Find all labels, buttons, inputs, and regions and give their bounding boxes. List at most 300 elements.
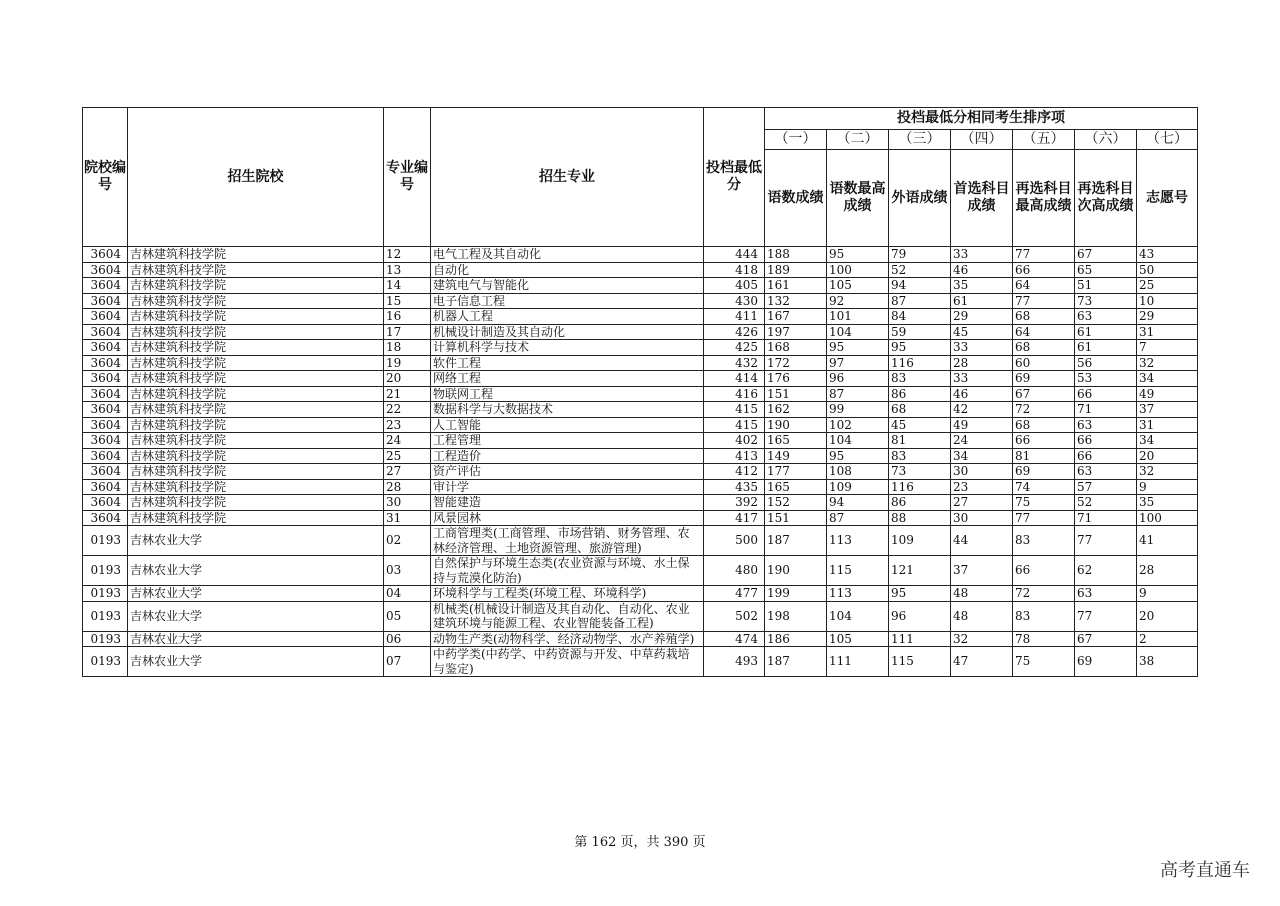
header-sort-num: （二） xyxy=(827,130,889,150)
cell-reselect-max: 77 xyxy=(1013,293,1075,309)
cell-min-score: 418 xyxy=(704,262,765,278)
cell-foreign-lang: 52 xyxy=(889,262,951,278)
admission-table xyxy=(82,107,1198,677)
cell-choice-no: 37 xyxy=(1137,402,1198,418)
header-school-name: 招生院校 xyxy=(128,108,384,247)
table-row xyxy=(83,631,1198,647)
cell-chinese-math: 197 xyxy=(765,324,827,340)
cell-major-code: 13 xyxy=(384,262,431,278)
table-row xyxy=(83,262,1198,278)
cell-reselect-max: 66 xyxy=(1013,556,1075,586)
cell-major-code: 06 xyxy=(384,631,431,647)
cell-first-subject: 32 xyxy=(951,631,1013,647)
cell-first-subject: 27 xyxy=(951,495,1013,511)
cell-major-name: 物联网工程 xyxy=(431,386,704,402)
cell-school-code: 3604 xyxy=(83,464,128,480)
header-school-code: 院校编号 xyxy=(83,108,128,247)
cell-choice-no: 9 xyxy=(1137,479,1198,495)
cell-school-name: 吉林农业大学 xyxy=(128,526,384,556)
cell-major-name: 智能建造 xyxy=(431,495,704,511)
cell-chinese-math: 186 xyxy=(765,631,827,647)
table-row xyxy=(83,247,1198,263)
cell-foreign-lang: 115 xyxy=(889,647,951,677)
table-row xyxy=(83,495,1198,511)
cell-chinese-math-max: 95 xyxy=(827,247,889,263)
header-major-name: 招生专业 xyxy=(431,108,704,247)
cell-school-code: 3604 xyxy=(83,479,128,495)
cell-min-score: 425 xyxy=(704,340,765,356)
cell-major-code: 14 xyxy=(384,278,431,294)
cell-school-name: 吉林建筑科技学院 xyxy=(128,309,384,325)
header-min-score: 投档最低分 xyxy=(704,108,765,247)
cell-reselect-max: 68 xyxy=(1013,309,1075,325)
cell-choice-no: 7 xyxy=(1137,340,1198,356)
cell-major-code: 04 xyxy=(384,586,431,602)
cell-major-name: 自动化 xyxy=(431,262,704,278)
cell-school-name: 吉林建筑科技学院 xyxy=(128,495,384,511)
cell-foreign-lang: 83 xyxy=(889,448,951,464)
cell-chinese-math-max: 104 xyxy=(827,601,889,631)
table-row xyxy=(83,293,1198,309)
cell-major-name: 建筑电气与智能化 xyxy=(431,278,704,294)
cell-school-name: 吉林农业大学 xyxy=(128,556,384,586)
cell-school-code: 3604 xyxy=(83,371,128,387)
cell-min-score: 435 xyxy=(704,479,765,495)
cell-foreign-lang: 88 xyxy=(889,510,951,526)
cell-school-code: 0193 xyxy=(83,647,128,677)
cell-min-score: 411 xyxy=(704,309,765,325)
cell-reselect-max: 72 xyxy=(1013,586,1075,602)
cell-major-name: 自然保护与环境生态类(农业资源与环境、水土保持与荒漠化防治) xyxy=(431,556,704,586)
cell-chinese-math-max: 94 xyxy=(827,495,889,511)
cell-choice-no: 34 xyxy=(1137,433,1198,449)
cell-first-subject: 47 xyxy=(951,647,1013,677)
header-sort-col: 再选科目最高成绩 xyxy=(1013,150,1075,247)
cell-chinese-math: 199 xyxy=(765,586,827,602)
cell-choice-no: 25 xyxy=(1137,278,1198,294)
header-sort-num: （三） xyxy=(889,130,951,150)
cell-major-code: 22 xyxy=(384,402,431,418)
cell-choice-no: 35 xyxy=(1137,495,1198,511)
cell-first-subject: 42 xyxy=(951,402,1013,418)
cell-first-subject: 29 xyxy=(951,309,1013,325)
cell-reselect-max: 74 xyxy=(1013,479,1075,495)
cell-choice-no: 43 xyxy=(1137,247,1198,263)
cell-min-score: 444 xyxy=(704,247,765,263)
cell-first-subject: 33 xyxy=(951,247,1013,263)
cell-major-name: 中药学类(中药学、中药资源与开发、中草药栽培与鉴定) xyxy=(431,647,704,677)
cell-min-score: 500 xyxy=(704,526,765,556)
cell-first-subject: 44 xyxy=(951,526,1013,556)
cell-reselect-second: 73 xyxy=(1075,293,1137,309)
cell-chinese-math: 187 xyxy=(765,647,827,677)
cell-foreign-lang: 121 xyxy=(889,556,951,586)
cell-foreign-lang: 83 xyxy=(889,371,951,387)
cell-min-score: 415 xyxy=(704,417,765,433)
cell-school-name: 吉林建筑科技学院 xyxy=(128,510,384,526)
cell-school-code: 3604 xyxy=(83,433,128,449)
cell-first-subject: 37 xyxy=(951,556,1013,586)
cell-school-name: 吉林农业大学 xyxy=(128,586,384,602)
cell-reselect-second: 53 xyxy=(1075,371,1137,387)
table-row xyxy=(83,586,1198,602)
header-sort-col: 语数最高成绩 xyxy=(827,150,889,247)
cell-reselect-second: 52 xyxy=(1075,495,1137,511)
table-row xyxy=(83,371,1198,387)
cell-major-code: 23 xyxy=(384,417,431,433)
cell-reselect-second: 61 xyxy=(1075,340,1137,356)
cell-reselect-second: 66 xyxy=(1075,448,1137,464)
cell-chinese-math-max: 95 xyxy=(827,448,889,464)
cell-choice-no: 38 xyxy=(1137,647,1198,677)
cell-school-name: 吉林建筑科技学院 xyxy=(128,433,384,449)
table-row xyxy=(83,556,1198,586)
cell-reselect-second: 66 xyxy=(1075,386,1137,402)
cell-reselect-second: 63 xyxy=(1075,464,1137,480)
cell-school-code: 0193 xyxy=(83,556,128,586)
cell-reselect-max: 64 xyxy=(1013,324,1075,340)
cell-chinese-math: 162 xyxy=(765,402,827,418)
cell-major-code: 27 xyxy=(384,464,431,480)
cell-chinese-math: 190 xyxy=(765,417,827,433)
cell-chinese-math: 198 xyxy=(765,601,827,631)
cell-choice-no: 34 xyxy=(1137,371,1198,387)
cell-major-code: 15 xyxy=(384,293,431,309)
table-row xyxy=(83,309,1198,325)
cell-school-code: 0193 xyxy=(83,586,128,602)
cell-reselect-max: 69 xyxy=(1013,371,1075,387)
cell-reselect-second: 57 xyxy=(1075,479,1137,495)
cell-major-name: 动物生产类(动物科学、经济动物学、水产养殖学) xyxy=(431,631,704,647)
cell-reselect-second: 67 xyxy=(1075,631,1137,647)
cell-reselect-second: 71 xyxy=(1075,402,1137,418)
cell-school-name: 吉林建筑科技学院 xyxy=(128,340,384,356)
cell-first-subject: 48 xyxy=(951,601,1013,631)
cell-first-subject: 33 xyxy=(951,340,1013,356)
cell-foreign-lang: 95 xyxy=(889,586,951,602)
cell-choice-no: 20 xyxy=(1137,448,1198,464)
cell-min-score: 502 xyxy=(704,601,765,631)
cell-first-subject: 33 xyxy=(951,371,1013,387)
cell-chinese-math-max: 109 xyxy=(827,479,889,495)
cell-reselect-max: 68 xyxy=(1013,340,1075,356)
cell-first-subject: 30 xyxy=(951,510,1013,526)
cell-reselect-second: 69 xyxy=(1075,647,1137,677)
cell-chinese-math-max: 95 xyxy=(827,340,889,356)
cell-reselect-max: 69 xyxy=(1013,464,1075,480)
cell-chinese-math: 161 xyxy=(765,278,827,294)
cell-chinese-math: 132 xyxy=(765,293,827,309)
cell-foreign-lang: 45 xyxy=(889,417,951,433)
cell-choice-no: 41 xyxy=(1137,526,1198,556)
cell-school-name: 吉林建筑科技学院 xyxy=(128,417,384,433)
cell-school-name: 吉林建筑科技学院 xyxy=(128,402,384,418)
cell-major-name: 资产评估 xyxy=(431,464,704,480)
cell-chinese-math-max: 87 xyxy=(827,510,889,526)
cell-school-code: 3604 xyxy=(83,510,128,526)
cell-major-name: 数据科学与大数据技术 xyxy=(431,402,704,418)
cell-reselect-max: 83 xyxy=(1013,526,1075,556)
cell-reselect-second: 67 xyxy=(1075,247,1137,263)
cell-foreign-lang: 95 xyxy=(889,340,951,356)
cell-school-name: 吉林建筑科技学院 xyxy=(128,278,384,294)
table-row xyxy=(83,340,1198,356)
cell-major-code: 31 xyxy=(384,510,431,526)
cell-first-subject: 61 xyxy=(951,293,1013,309)
cell-major-name: 机器人工程 xyxy=(431,309,704,325)
cell-foreign-lang: 84 xyxy=(889,309,951,325)
cell-major-name: 环境科学与工程类(环境工程、环境科学) xyxy=(431,586,704,602)
cell-choice-no: 28 xyxy=(1137,556,1198,586)
cell-chinese-math-max: 105 xyxy=(827,631,889,647)
cell-chinese-math: 188 xyxy=(765,247,827,263)
cell-choice-no: 2 xyxy=(1137,631,1198,647)
cell-major-name: 审计学 xyxy=(431,479,704,495)
cell-reselect-max: 60 xyxy=(1013,355,1075,371)
cell-major-name: 软件工程 xyxy=(431,355,704,371)
cell-reselect-second: 71 xyxy=(1075,510,1137,526)
cell-school-code: 3604 xyxy=(83,340,128,356)
cell-chinese-math: 177 xyxy=(765,464,827,480)
cell-major-name: 人工智能 xyxy=(431,417,704,433)
cell-reselect-max: 67 xyxy=(1013,386,1075,402)
header-sort-col: 外语成绩 xyxy=(889,150,951,247)
cell-school-code: 3604 xyxy=(83,324,128,340)
cell-major-code: 16 xyxy=(384,309,431,325)
cell-reselect-max: 78 xyxy=(1013,631,1075,647)
cell-foreign-lang: 109 xyxy=(889,526,951,556)
cell-first-subject: 23 xyxy=(951,479,1013,495)
cell-school-code: 3604 xyxy=(83,495,128,511)
cell-first-subject: 45 xyxy=(951,324,1013,340)
cell-chinese-math: 165 xyxy=(765,433,827,449)
cell-school-code: 3604 xyxy=(83,386,128,402)
cell-major-name: 计算机科学与技术 xyxy=(431,340,704,356)
header-sort-num: （四） xyxy=(951,130,1013,150)
cell-foreign-lang: 68 xyxy=(889,402,951,418)
cell-school-name: 吉林农业大学 xyxy=(128,647,384,677)
header-major-code: 专业编号 xyxy=(384,108,431,247)
cell-choice-no: 32 xyxy=(1137,355,1198,371)
cell-foreign-lang: 111 xyxy=(889,631,951,647)
cell-first-subject: 49 xyxy=(951,417,1013,433)
table-row xyxy=(83,324,1198,340)
header-sort-num: （七） xyxy=(1137,130,1198,150)
cell-chinese-math-max: 102 xyxy=(827,417,889,433)
cell-major-name: 电气工程及其自动化 xyxy=(431,247,704,263)
cell-min-score: 477 xyxy=(704,586,765,602)
cell-reselect-max: 64 xyxy=(1013,278,1075,294)
cell-chinese-math-max: 101 xyxy=(827,309,889,325)
cell-min-score: 426 xyxy=(704,324,765,340)
cell-major-code: 18 xyxy=(384,340,431,356)
cell-major-code: 17 xyxy=(384,324,431,340)
cell-chinese-math: 176 xyxy=(765,371,827,387)
cell-major-code: 24 xyxy=(384,433,431,449)
cell-major-name: 电子信息工程 xyxy=(431,293,704,309)
table-row xyxy=(83,417,1198,433)
cell-reselect-max: 75 xyxy=(1013,495,1075,511)
cell-foreign-lang: 81 xyxy=(889,433,951,449)
cell-school-code: 3604 xyxy=(83,417,128,433)
cell-major-code: 28 xyxy=(384,479,431,495)
cell-choice-no: 31 xyxy=(1137,324,1198,340)
cell-first-subject: 24 xyxy=(951,433,1013,449)
cell-major-name: 机械类(机械设计制造及其自动化、自动化、农业建筑环境与能源工程、农业智能装备工程) xyxy=(431,601,704,631)
cell-chinese-math: 151 xyxy=(765,386,827,402)
cell-choice-no: 10 xyxy=(1137,293,1198,309)
cell-school-name: 吉林建筑科技学院 xyxy=(128,371,384,387)
cell-first-subject: 35 xyxy=(951,278,1013,294)
cell-school-code: 3604 xyxy=(83,293,128,309)
cell-chinese-math-max: 96 xyxy=(827,371,889,387)
table-row xyxy=(83,402,1198,418)
header-sort-col: 语数成绩 xyxy=(765,150,827,247)
cell-choice-no: 29 xyxy=(1137,309,1198,325)
cell-reselect-second: 63 xyxy=(1075,586,1137,602)
cell-first-subject: 34 xyxy=(951,448,1013,464)
cell-foreign-lang: 79 xyxy=(889,247,951,263)
cell-school-code: 3604 xyxy=(83,247,128,263)
cell-school-name: 吉林建筑科技学院 xyxy=(128,293,384,309)
cell-school-code: 3604 xyxy=(83,278,128,294)
cell-choice-no: 49 xyxy=(1137,386,1198,402)
cell-min-score: 430 xyxy=(704,293,765,309)
cell-school-code: 0193 xyxy=(83,631,128,647)
cell-school-code: 3604 xyxy=(83,402,128,418)
cell-reselect-max: 77 xyxy=(1013,247,1075,263)
cell-chinese-math-max: 99 xyxy=(827,402,889,418)
table-row xyxy=(83,448,1198,464)
cell-school-name: 吉林建筑科技学院 xyxy=(128,262,384,278)
cell-reselect-second: 61 xyxy=(1075,324,1137,340)
cell-min-score: 402 xyxy=(704,433,765,449)
cell-choice-no: 50 xyxy=(1137,262,1198,278)
cell-reselect-max: 83 xyxy=(1013,601,1075,631)
cell-first-subject: 46 xyxy=(951,262,1013,278)
cell-chinese-math: 149 xyxy=(765,448,827,464)
cell-first-subject: 28 xyxy=(951,355,1013,371)
cell-min-score: 432 xyxy=(704,355,765,371)
cell-min-score: 413 xyxy=(704,448,765,464)
cell-reselect-max: 68 xyxy=(1013,417,1075,433)
cell-reselect-second: 63 xyxy=(1075,417,1137,433)
cell-reselect-max: 66 xyxy=(1013,262,1075,278)
cell-foreign-lang: 73 xyxy=(889,464,951,480)
cell-reselect-second: 66 xyxy=(1075,433,1137,449)
cell-major-code: 19 xyxy=(384,355,431,371)
header-sort-num: （一） xyxy=(765,130,827,150)
cell-foreign-lang: 86 xyxy=(889,386,951,402)
cell-chinese-math: 167 xyxy=(765,309,827,325)
cell-min-score: 412 xyxy=(704,464,765,480)
header-sort-num: （六） xyxy=(1075,130,1137,150)
cell-choice-no: 32 xyxy=(1137,464,1198,480)
cell-major-code: 20 xyxy=(384,371,431,387)
cell-school-name: 吉林建筑科技学院 xyxy=(128,386,384,402)
cell-min-score: 415 xyxy=(704,402,765,418)
watermark: 高考直通车 xyxy=(1160,860,1250,881)
cell-min-score: 414 xyxy=(704,371,765,387)
cell-min-score: 416 xyxy=(704,386,765,402)
cell-school-name: 吉林建筑科技学院 xyxy=(128,448,384,464)
cell-foreign-lang: 94 xyxy=(889,278,951,294)
table-row xyxy=(83,526,1198,556)
cell-major-code: 30 xyxy=(384,495,431,511)
cell-chinese-math-max: 113 xyxy=(827,586,889,602)
header-sort-num: （五） xyxy=(1013,130,1075,150)
cell-reselect-second: 65 xyxy=(1075,262,1137,278)
table-row xyxy=(83,479,1198,495)
cell-reselect-second: 77 xyxy=(1075,526,1137,556)
table-row xyxy=(83,510,1198,526)
table-row xyxy=(83,278,1198,294)
cell-choice-no: 100 xyxy=(1137,510,1198,526)
cell-chinese-math: 190 xyxy=(765,556,827,586)
header-sort-col: 再选科目次高成绩 xyxy=(1075,150,1137,247)
header-sort-col: 志愿号 xyxy=(1137,150,1198,247)
header-sort-col: 首选科目成绩 xyxy=(951,150,1013,247)
cell-min-score: 405 xyxy=(704,278,765,294)
cell-min-score: 417 xyxy=(704,510,765,526)
table-row xyxy=(83,386,1198,402)
cell-reselect-second: 63 xyxy=(1075,309,1137,325)
cell-chinese-math-max: 105 xyxy=(827,278,889,294)
cell-major-name: 工程管理 xyxy=(431,433,704,449)
cell-first-subject: 46 xyxy=(951,386,1013,402)
cell-min-score: 392 xyxy=(704,495,765,511)
cell-reselect-second: 77 xyxy=(1075,601,1137,631)
cell-school-code: 0193 xyxy=(83,601,128,631)
cell-major-name: 网络工程 xyxy=(431,371,704,387)
table-row xyxy=(83,355,1198,371)
cell-school-name: 吉林建筑科技学院 xyxy=(128,355,384,371)
cell-major-name: 机械设计制造及其自动化 xyxy=(431,324,704,340)
cell-foreign-lang: 116 xyxy=(889,355,951,371)
cell-chinese-math-max: 104 xyxy=(827,433,889,449)
cell-major-code: 02 xyxy=(384,526,431,556)
cell-reselect-second: 51 xyxy=(1075,278,1137,294)
cell-reselect-second: 62 xyxy=(1075,556,1137,586)
cell-school-name: 吉林建筑科技学院 xyxy=(128,247,384,263)
cell-major-code: 05 xyxy=(384,601,431,631)
cell-school-code: 3604 xyxy=(83,448,128,464)
cell-school-code: 0193 xyxy=(83,526,128,556)
cell-school-code: 3604 xyxy=(83,262,128,278)
cell-choice-no: 9 xyxy=(1137,586,1198,602)
cell-reselect-max: 81 xyxy=(1013,448,1075,464)
cell-min-score: 480 xyxy=(704,556,765,586)
cell-chinese-math: 168 xyxy=(765,340,827,356)
cell-reselect-max: 72 xyxy=(1013,402,1075,418)
cell-reselect-max: 77 xyxy=(1013,510,1075,526)
cell-school-name: 吉林建筑科技学院 xyxy=(128,479,384,495)
cell-chinese-math-max: 108 xyxy=(827,464,889,480)
cell-foreign-lang: 96 xyxy=(889,601,951,631)
cell-foreign-lang: 86 xyxy=(889,495,951,511)
cell-first-subject: 48 xyxy=(951,586,1013,602)
cell-chinese-math: 165 xyxy=(765,479,827,495)
cell-first-subject: 30 xyxy=(951,464,1013,480)
header-sort-group: 投档最低分相同考生排序项 xyxy=(765,108,1198,130)
cell-chinese-math-max: 87 xyxy=(827,386,889,402)
cell-chinese-math-max: 104 xyxy=(827,324,889,340)
cell-school-code: 3604 xyxy=(83,309,128,325)
cell-major-code: 12 xyxy=(384,247,431,263)
table-row xyxy=(83,647,1198,677)
cell-major-code: 21 xyxy=(384,386,431,402)
cell-chinese-math-max: 115 xyxy=(827,556,889,586)
